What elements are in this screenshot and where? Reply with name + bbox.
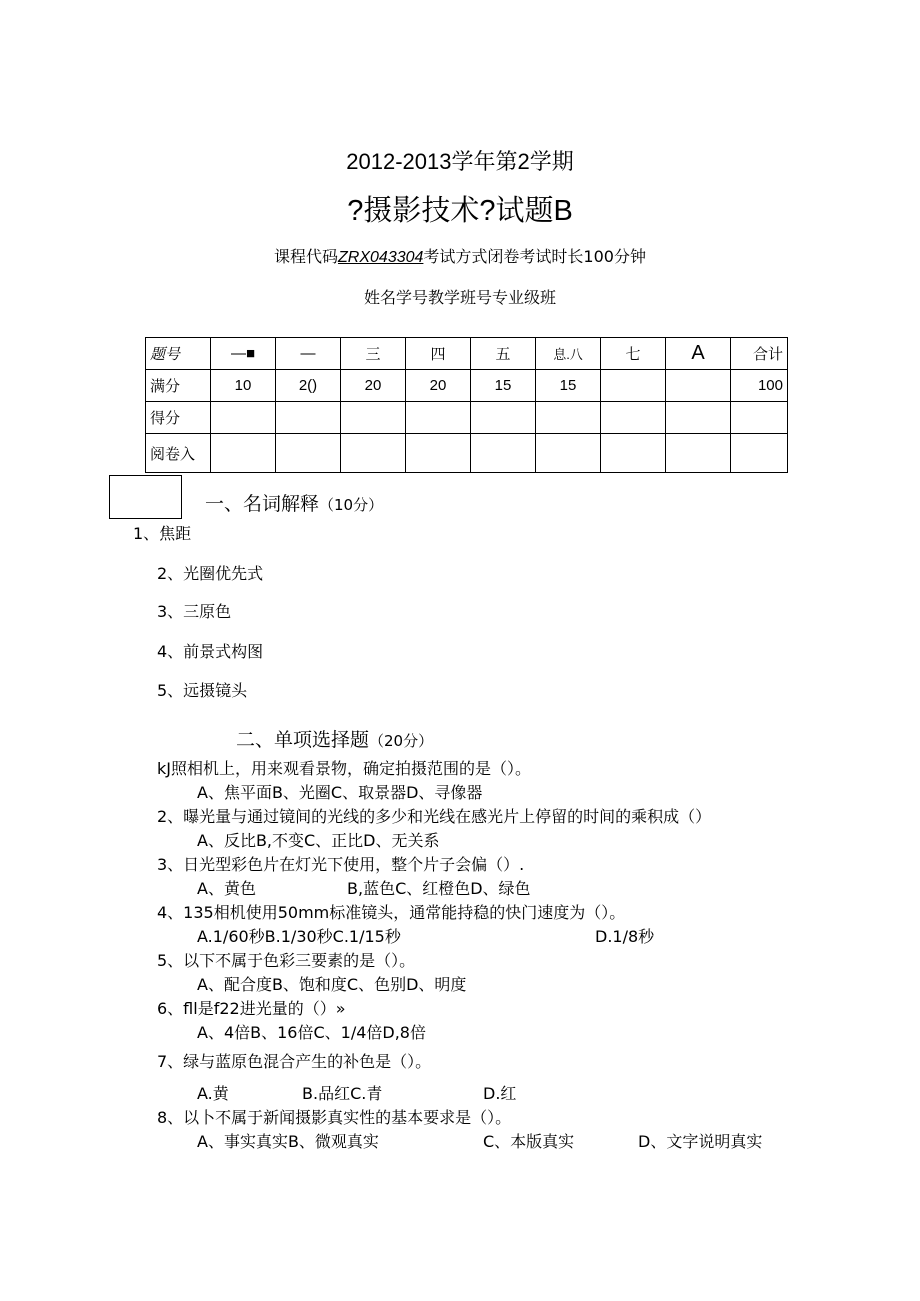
section2-heading: [236, 725, 433, 752]
full-mark-7: [601, 370, 666, 402]
term-item-1: 1、焦距: [133, 524, 192, 543]
full-mark-1: 10: [211, 370, 276, 402]
question-8-options-ab: A、事实真实B、微观真实: [197, 1132, 379, 1151]
term-item-3: 3、三原色: [157, 602, 232, 621]
question-2: 2、曝光量与通过镜间的光线的多少和光线在感光片上停留的时间的乘积成（）: [157, 807, 712, 826]
question-7-option-d: D.红: [483, 1084, 517, 1103]
section1-heading: [205, 489, 383, 516]
score-cell: [601, 402, 666, 434]
section2-title: 二、单项选择题: [236, 729, 370, 751]
course-code-label: 课程代码: [274, 247, 339, 266]
score-cell: [536, 402, 601, 434]
grader-cell: [666, 434, 731, 473]
col-header-total: 合计: [731, 338, 788, 370]
col-header-4: 四: [406, 338, 471, 370]
exam-term: 2012-2013学年第2学期: [346, 149, 574, 174]
col-header-2: —: [276, 338, 341, 370]
question-3-options-bcd: B,蓝色C、红橙色D、绿色: [347, 879, 531, 898]
question-1: kJ照相机上，用来观看景物，确定拍摄范围的是（）。: [157, 759, 531, 778]
score-table-full-row: [146, 370, 788, 402]
score-table-score-row: [146, 402, 788, 434]
course-code: ZRX043304: [338, 249, 424, 266]
score-cell: [666, 402, 731, 434]
question-1-options: A、焦平面B、光圈C、取景器D、寻像器: [197, 783, 483, 802]
col-header-3: 三: [341, 338, 406, 370]
score-cell: [471, 402, 536, 434]
full-mark-3: 20: [341, 370, 406, 402]
row-label-grader: 阅卷入: [146, 434, 211, 473]
question-4-option-d: D.1/8秒: [595, 927, 655, 946]
question-6: 6、fll是f22进光量的（）»: [157, 999, 346, 1018]
question-8: 8、以卜不属于新闻摄影真实性的基本要求是（）。: [157, 1108, 512, 1127]
col-header-6: 息.八: [536, 338, 601, 370]
full-mark-total: 100: [731, 370, 788, 402]
question-5-options: A、配合度B、饱和度C、色别D、明度: [197, 975, 467, 994]
grader-cell: [471, 434, 536, 473]
term-item-4: 4、前景式构图: [157, 642, 264, 661]
col-header-5: 五: [471, 338, 536, 370]
exam-title: ?摄影技术?试题B: [347, 195, 573, 227]
grader-cell: [406, 434, 471, 473]
section1-points: （10分）: [319, 496, 384, 514]
row-label-full: 满分: [146, 370, 211, 402]
question-3: 3、日光型彩色片在灯光下使用，整个片子会偏（）.: [157, 855, 525, 874]
col-header-7: 七: [601, 338, 666, 370]
score-table: [145, 337, 788, 473]
grader-cell: [211, 434, 276, 473]
exam-info: 考试方式闭卷考试时长100分钟: [423, 247, 646, 266]
grader-cell: [536, 434, 601, 473]
grader-cell: [276, 434, 341, 473]
col-header-8: A: [666, 338, 731, 370]
section1-title: 一、名词解释: [205, 493, 320, 515]
score-table-grader-row: [146, 434, 788, 473]
full-mark-4: 20: [406, 370, 471, 402]
question-7-option-a: A.黄: [197, 1084, 229, 1103]
question-8-option-c: C、本版真实: [483, 1132, 575, 1151]
grader-cell: [601, 434, 666, 473]
term-item-5: 5、远摄镜头: [157, 681, 248, 700]
score-table-header-row: [146, 338, 788, 370]
full-mark-5: 15: [471, 370, 536, 402]
full-mark-8: [666, 370, 731, 402]
question-4-options-abc: A.1/60秒B.1/30秒C.1/15秒: [197, 927, 401, 946]
score-cell: [731, 402, 788, 434]
section2-points: （20分）: [369, 732, 434, 750]
grader-cell: [341, 434, 406, 473]
full-mark-6: 15: [536, 370, 601, 402]
question-8-option-d: D、文字说明真实: [638, 1132, 763, 1151]
course-info: [0, 244, 920, 267]
full-mark-2: 2(): [276, 370, 341, 402]
question-7-options-bc: B.品红C.青: [302, 1084, 383, 1103]
score-cell: [406, 402, 471, 434]
question-6-options: A、4倍B、16倍C、1/4倍D,8倍: [197, 1023, 426, 1042]
question-5: 5、以下不属于色彩三要素的是（）。: [157, 951, 416, 970]
score-cell: [276, 402, 341, 434]
question-2-options: A、反比B,不变C、正比D、无关系: [197, 831, 440, 850]
row-label-score: 得分: [146, 402, 211, 434]
grader-cell: [731, 434, 788, 473]
col-header-1: —■: [211, 338, 276, 370]
student-info-line: 姓名学号教学班号专业级班: [363, 288, 556, 307]
score-cell: [211, 402, 276, 434]
row-label-question: 题号: [146, 338, 211, 370]
score-cell: [341, 402, 406, 434]
question-7: 7、绿与蓝原色混合产生的补色是（）。: [157, 1052, 432, 1071]
section-score-box: [109, 475, 182, 519]
question-3-option-a: A、黄色: [197, 879, 256, 898]
question-4: 4、135相机使用50mm标准镜头，通常能持稳的快门速度为（）。: [157, 903, 626, 922]
term-item-2: 2、光圈优先式: [157, 564, 264, 583]
